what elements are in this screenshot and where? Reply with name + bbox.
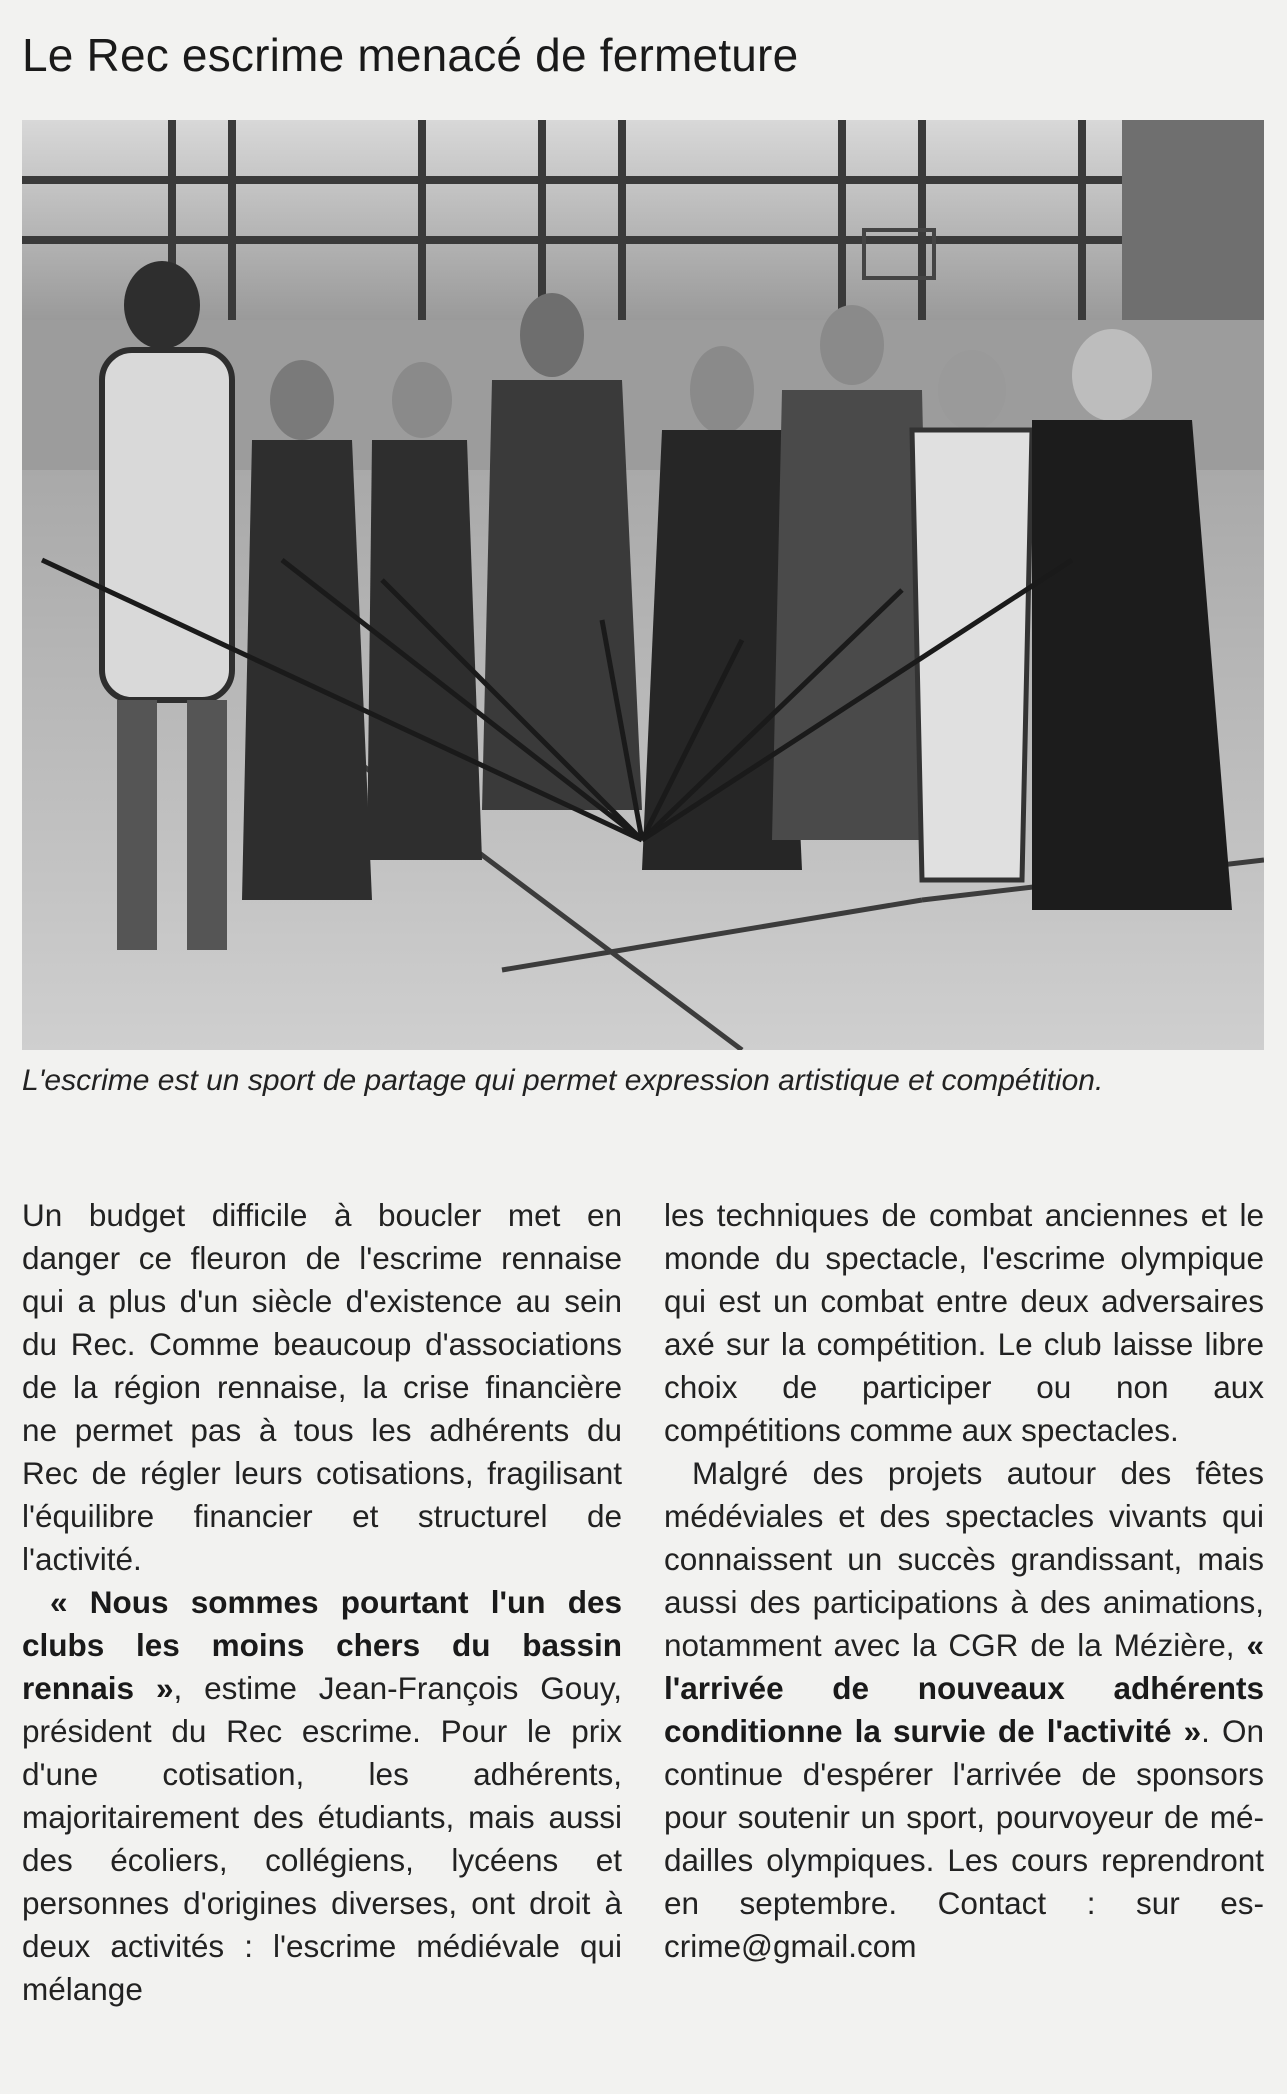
paragraph-quote (22, 1581, 622, 2011)
column-left (22, 1194, 622, 2074)
paragraph: Un budget difficile à boucler met en danger ce fleuron de l'escrime rennaise qui a plus d'un siècle d'existence au sein du Rec. Comme beaucoup d'associations de la région rennaise, la crise financière ne permet pas à tous les adhérents du Rec de régler leurs cotisations, fragilisant l'équilibre financier et structurel de l'activité. (22, 1197, 622, 1577)
paragraph-text: , estime Jean-François Gouy, président du Rec escrime. Pour le prix d'une cotisation, les adhérents, majoritairement des étudiants, mais aussi des écoliers, collégiens, lycéens et personnes d'origines diverses, ont droit à deux activités : l'escrime médiévale qui mélange (22, 1670, 622, 2007)
paragraph-quote (664, 1452, 1264, 1968)
quote: « Nous sommes pourtant l'un des clubs les moins chers du bassin rennais » (22, 1584, 622, 1706)
fencers-group-photo (22, 120, 1264, 1050)
paragraph: les techniques de combat anciennes et le monde du spectacle, l'escrime olympique qui est un combat entre deux adversaires axé sur la compétition. Le club laisse libre choix de participer ou non aux compétitions comme aux spectacles. (664, 1197, 1264, 1448)
photo-caption: L'escrime est un sport de partage qui permet expression artistique et compétition. (22, 1064, 1104, 1097)
column-right (664, 1194, 1264, 2074)
headline: Le Rec escrime menacé de fermeture (22, 29, 799, 81)
quote: « l'arrivée de nouveaux adhérents conditionne la survie de l'activité » (664, 1627, 1264, 1749)
paragraph-text: Malgré des projets autour des fêtes médéviales et des spectacles vivants qui connaissent un succès grandissant, mais aussi des participations à des animations, notamment avec la CGR de la Mézière, (664, 1455, 1264, 1663)
article-photo (22, 120, 1264, 1050)
article-body (22, 1194, 1264, 2074)
paragraph-text: . On continue d'espérer l'arrivée de sponsors pour soutenir un sport, pourvoyeur de médailles olympiques. Les cours reprendront en septembre. Contact : sur escrime@gmail.com (664, 1713, 1264, 1964)
